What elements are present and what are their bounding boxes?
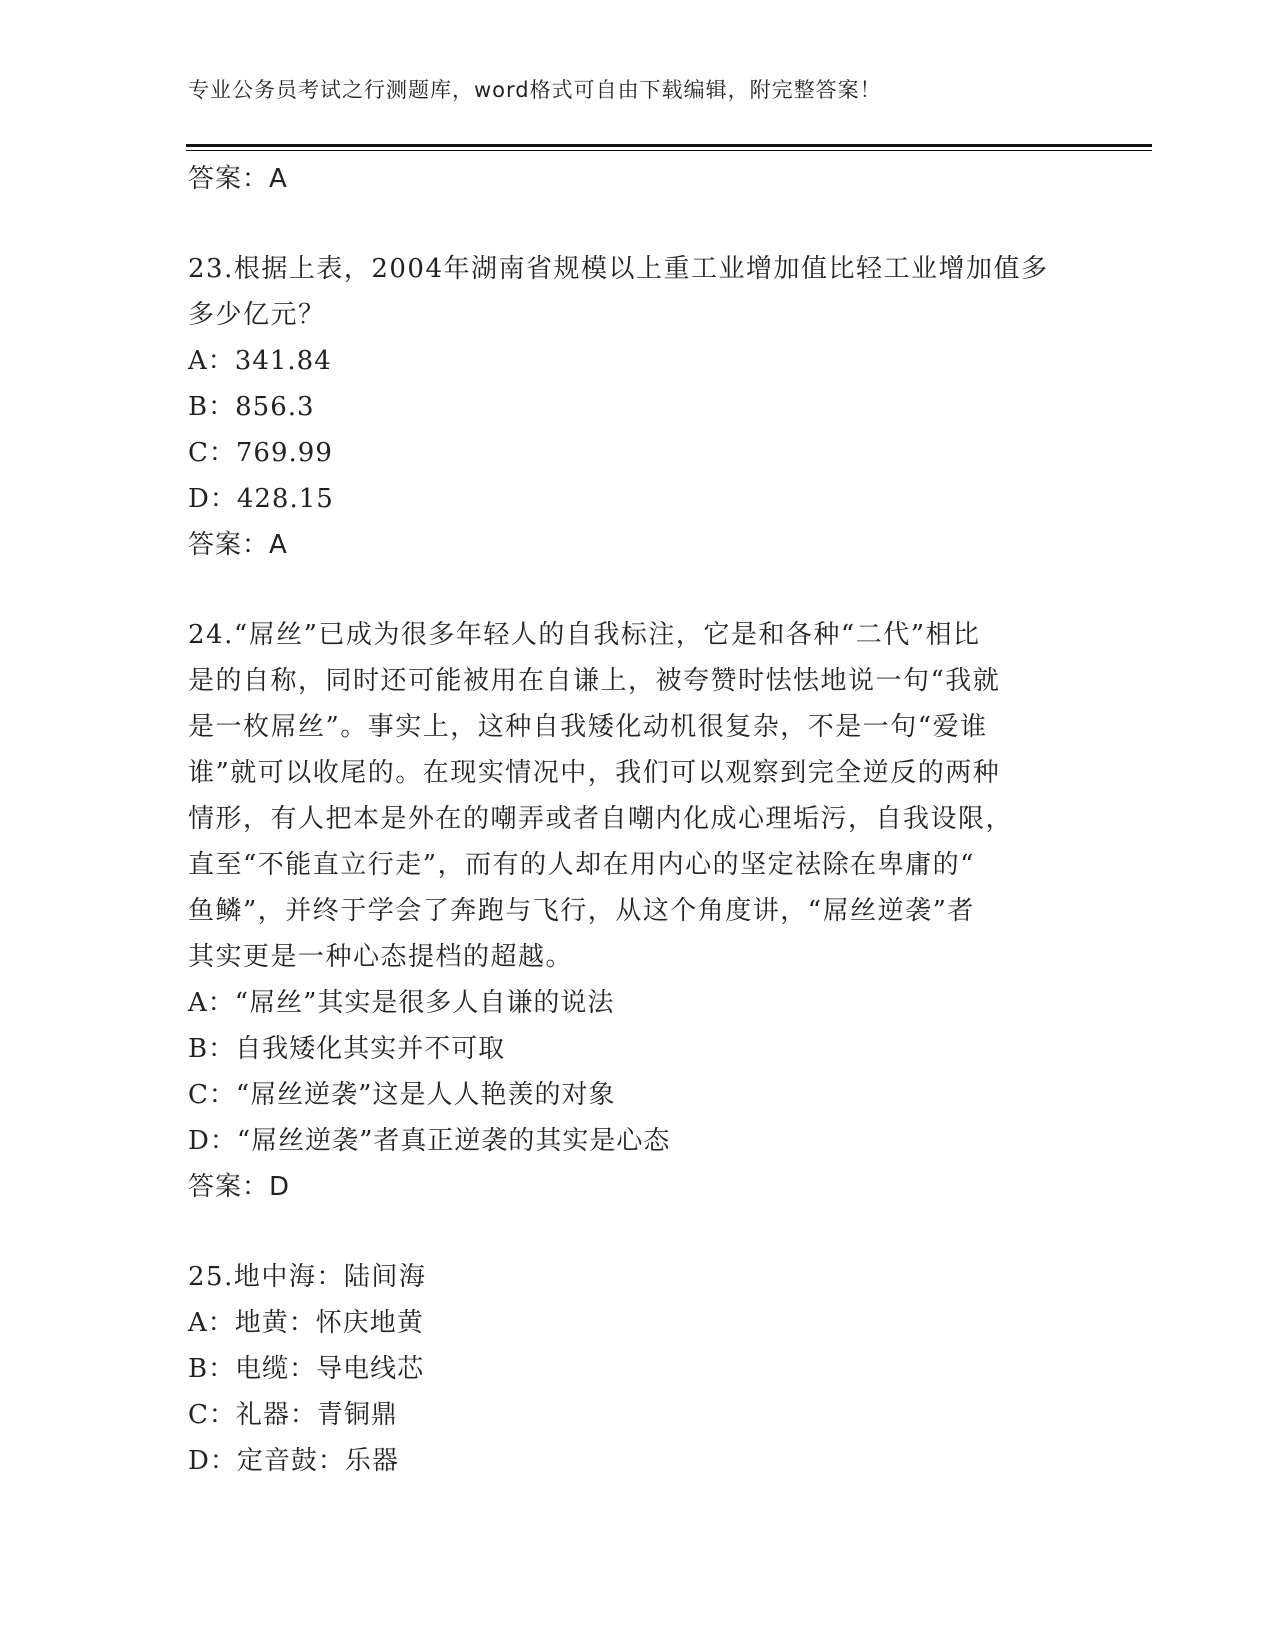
question-23 (188, 246, 1088, 568)
question-24 (188, 612, 1088, 1210)
option-b: B：电缆：导电线芯 (188, 1354, 425, 1384)
option-b: B：856.3 (188, 392, 315, 422)
option-a: A：“屌丝”其实是很多人自谦的说法 (188, 988, 615, 1018)
page-header: 专业公务员考试之行测题库，word格式可自由下载编辑，附完整答案！ (188, 78, 882, 102)
answer: 答案：D (188, 1172, 291, 1202)
option-d: D：定音鼓：乐器 (188, 1446, 399, 1476)
question-stem-line: 是一枚屌丝”。事实上，这种自我矮化动机很复杂，不是一句“爱谁 (188, 712, 988, 742)
question-stem-line: 谁”就可以收尾的。在现实情况中，我们可以观察到完全逆反的两种 (188, 758, 1001, 788)
document-body (188, 156, 1088, 1484)
header-rule-thick (186, 144, 1152, 147)
header-rule-thin (186, 150, 1152, 151)
option-c: C：“屌丝逆袭”这是人人艳羡的对象 (188, 1080, 616, 1110)
answer: 答案：A (188, 530, 288, 560)
option-a: A：341.84 (188, 346, 332, 376)
question-stem-line: 24.“屌丝”已成为很多年轻人的自我标注，它是和各种“二代”相比 (188, 620, 981, 650)
option-d: D：428.15 (188, 484, 334, 514)
option-a: A：地黄：怀庆地黄 (188, 1308, 424, 1338)
question-25 (188, 1254, 1088, 1484)
option-d: D：“屌丝逆袭”者真正逆袭的其实是心态 (188, 1126, 671, 1156)
question-stem-line: 情形，有人把本是外在的嘲弄或者自嘲内化成心理垢污，自我设限， (188, 804, 1014, 834)
question-stem-line: 25.地中海：陆间海 (188, 1262, 427, 1292)
question-stem-line: 多少亿元？ (188, 300, 326, 330)
question-stem-line: 直至“不能直立行走”，而有的人却在用内心的坚定祛除在卑庸的“ (188, 850, 975, 880)
question-stem-line: 鱼鳞”，并终于学会了奔跑与飞行，从这个角度讲，“屌丝逆袭”者 (188, 896, 975, 926)
question-stem-line: 23.根据上表，2004年湖南省规模以上重工业增加值比轻工业增加值多 (188, 254, 1049, 284)
question-stem-line: 是的自称，同时还可能被用在自谦上，被夸赞时怯怯地说一句“我就 (188, 666, 1001, 696)
question-stem-line: 其实更是一种心态提档的超越。 (188, 942, 574, 972)
previous-answer: 答案：A (188, 164, 288, 194)
option-c: C：礼器：青铜鼎 (188, 1400, 398, 1430)
option-c: C：769.99 (188, 438, 333, 468)
option-b: B：自我矮化其实并不可取 (188, 1034, 506, 1064)
